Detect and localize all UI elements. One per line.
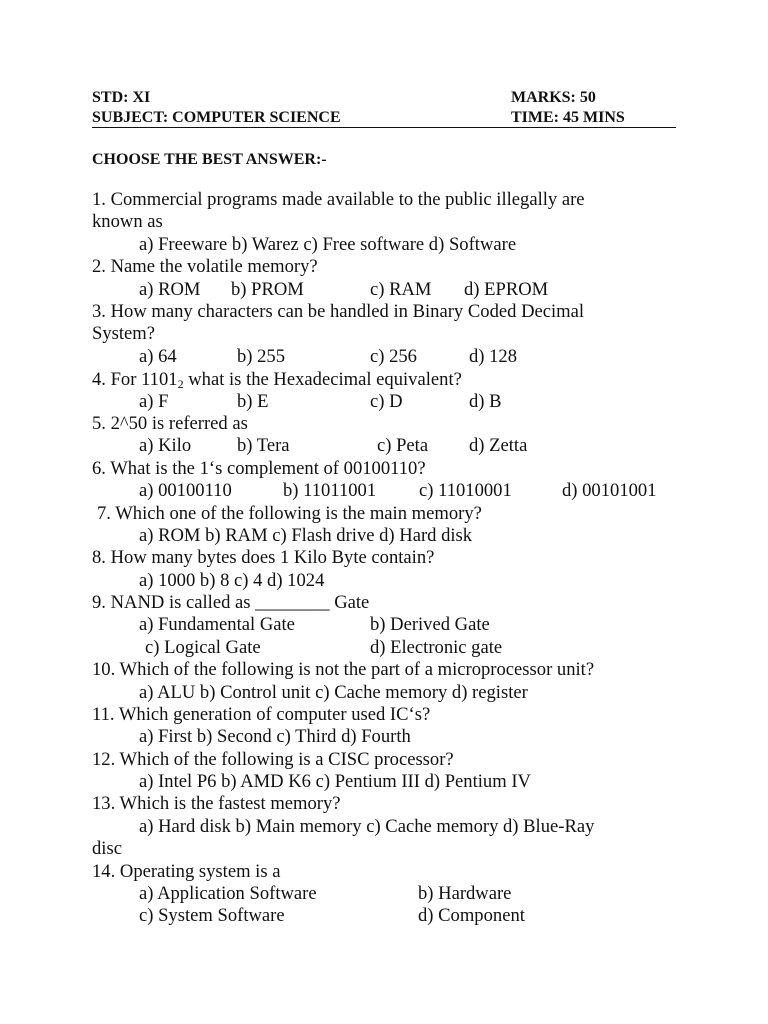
question-11: 11. Which generation of computer used IC‘s? [92, 704, 431, 725]
question-9: 9. NAND is called as ________ Gate [92, 592, 370, 613]
question-4 [92, 369, 462, 391]
question-1-line-1: 1. Commercial programs made available to the public illegally are [92, 189, 585, 210]
question-3-options [0, 346, 768, 368]
question-12: 12. Which of the following is a CISC processor? [92, 749, 454, 770]
question-13-options-line-1: a) Hard disk b) Main memory c) Cache memory d) Blue-Ray [139, 816, 595, 837]
question-3-line-2: System? [92, 323, 156, 344]
question-1-options: a) Freeware b) Warez c) Free software d) Software [139, 234, 517, 255]
option-b: b) Hardware [418, 883, 512, 904]
question-4-suffix: what is the Hexadecimal equivalent? [183, 369, 462, 390]
option-c: c) Logical Gate [145, 637, 261, 658]
option-b: b) 11011001 [283, 480, 377, 501]
option-d: d) 128 [469, 346, 518, 367]
question-1-line-2: known as [92, 211, 163, 232]
question-5-options [0, 435, 768, 457]
instruction-heading: CHOOSE THE BEST ANSWER:- [92, 151, 327, 168]
option-c: c) Peta [377, 435, 429, 456]
option-d: d) Zetta [469, 435, 528, 456]
question-12-options: a) Intel P6 b) AMD K6 c) Pentium III d) Pentium IV [139, 771, 531, 792]
question-7: 7. Which one of the following is the main memory? [97, 503, 482, 524]
question-14-options-row-1 [0, 883, 768, 905]
option-d: d) Component [418, 905, 525, 926]
question-9-options-row-2 [0, 637, 768, 659]
option-d: d) EPROM [464, 279, 549, 300]
marks-label: MARKS: 50 [511, 89, 596, 106]
option-c: c) D [370, 391, 403, 412]
time-label: TIME: 45 MINS [511, 109, 625, 126]
question-10-options: a) ALU b) Control unit c) Cache memory d) register [139, 682, 528, 703]
question-4-options [0, 391, 768, 413]
option-b: b) 255 [237, 346, 286, 367]
header-divider [92, 127, 676, 128]
option-d: d) Electronic gate [370, 637, 503, 658]
question-2-options [0, 279, 768, 301]
option-b: b) Tera [237, 435, 290, 456]
option-a: a) F [139, 391, 169, 412]
std-label: STD: XI [92, 89, 151, 106]
question-5: 5. 2^50 is referred as [92, 413, 248, 434]
option-a: a) Fundamental Gate [139, 614, 295, 635]
question-4-prefix: 4. For 1101 [92, 369, 178, 390]
question-9-options-row-1 [0, 614, 768, 636]
question-14: 14. Operating system is a [92, 861, 281, 882]
question-7-options: a) ROM b) RAM c) Flash drive d) Hard disk [139, 525, 473, 546]
question-10: 10. Which of the following is not the part of a microprocessor unit? [92, 659, 595, 680]
option-b: b) PROM [231, 279, 304, 300]
base-subscript: 2 [177, 377, 184, 391]
question-13-options-line-2: disc [92, 838, 122, 859]
option-b: b) E [237, 391, 269, 412]
question-13: 13. Which is the fastest memory? [92, 793, 341, 814]
option-b: b) Derived Gate [370, 614, 490, 635]
option-a: a) ROM [139, 279, 201, 300]
option-c: c) 256 [370, 346, 417, 367]
option-c: c) RAM [370, 279, 432, 300]
option-c: c) System Software [139, 905, 285, 926]
subject-label: SUBJECT: COMPUTER SCIENCE [92, 109, 341, 126]
question-3-line-1: 3. How many characters can be handled in Binary Coded Decimal [92, 301, 585, 322]
option-c: c) 11010001 [419, 480, 512, 501]
option-a: a) 64 [139, 346, 177, 367]
option-a: a) Application Software [139, 883, 317, 904]
question-6-options [0, 480, 768, 502]
question-8: 8. How many bytes does 1 Kilo Byte contain? [92, 547, 435, 568]
question-8-options: a) 1000 b) 8 c) 4 d) 1024 [139, 570, 325, 591]
question-14-options-row-2 [0, 905, 768, 927]
option-d: d) 00101001 [562, 480, 657, 501]
question-6: 6. What is the 1‘s complement of 00100110? [92, 458, 426, 479]
option-a: a) 00100110 [139, 480, 232, 501]
option-d: d) B [469, 391, 502, 412]
option-a: a) Kilo [139, 435, 192, 456]
question-11-options: a) First b) Second c) Third d) Fourth [139, 726, 411, 747]
question-2: 2. Name the volatile memory? [92, 256, 318, 277]
